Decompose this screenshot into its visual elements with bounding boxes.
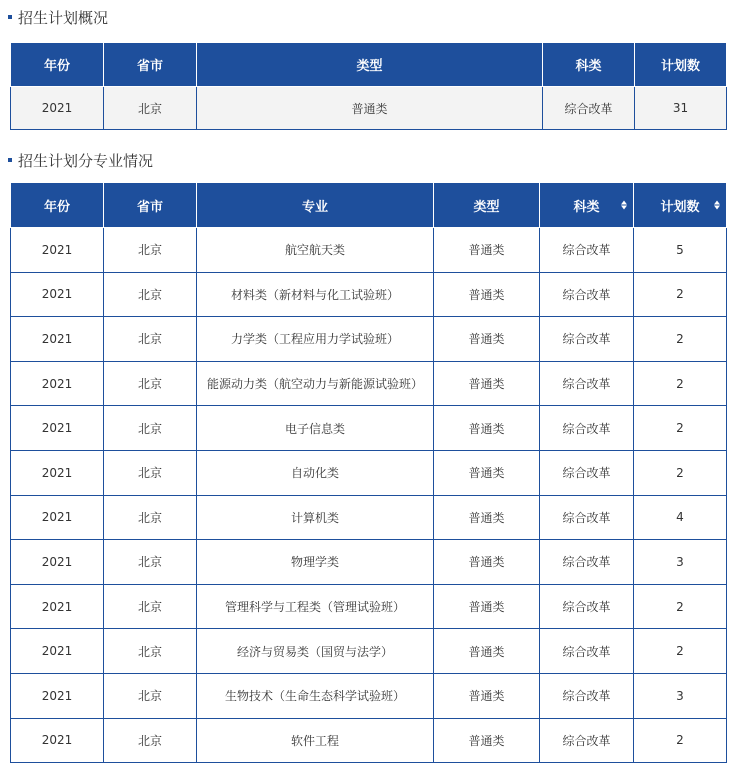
cell-plan-count: 2 (634, 584, 727, 629)
column-header-plan-count: 计划数 (635, 43, 727, 87)
cell-major: 材料类（新材料与化工试验班） (197, 272, 434, 317)
cell-year: 2021 (11, 228, 104, 273)
cell-year: 2021 (11, 629, 104, 674)
cell-category: 综合改革 (540, 317, 634, 362)
cell-province: 北京 (104, 228, 197, 273)
cell-category: 综合改革 (543, 87, 635, 130)
sort-icon[interactable] (621, 201, 627, 210)
table-row (11, 361, 727, 406)
cell-major: 生物技术（生命生态科学试验班） (197, 673, 434, 718)
cell-year: 2021 (11, 450, 104, 495)
cell-type: 普通类 (434, 406, 540, 451)
cell-plan-count: 2 (634, 718, 727, 763)
plan-by-major-table (10, 182, 727, 763)
cell-category: 综合改革 (540, 673, 634, 718)
table-row (11, 584, 727, 629)
cell-major: 电子信息类 (197, 406, 434, 451)
cell-type: 普通类 (434, 673, 540, 718)
cell-category: 综合改革 (540, 629, 634, 674)
cell-plan-count: 31 (635, 87, 727, 130)
table-row (11, 673, 727, 718)
table-row (11, 495, 727, 540)
section-title-text: 招生计划分专业情况 (18, 151, 154, 170)
plan-overview-table (10, 42, 727, 130)
cell-plan-count: 4 (634, 495, 727, 540)
cell-plan-count: 2 (634, 272, 727, 317)
table-row (11, 450, 727, 495)
table-row (11, 228, 727, 273)
cell-category: 综合改革 (540, 361, 634, 406)
column-header-province: 省市 (104, 183, 197, 228)
bullet-icon (8, 158, 12, 162)
cell-province: 北京 (104, 540, 197, 585)
cell-major: 航空航天类 (197, 228, 434, 273)
cell-year: 2021 (11, 584, 104, 629)
cell-province: 北京 (104, 406, 197, 451)
cell-category: 综合改革 (540, 228, 634, 273)
cell-type: 普通类 (434, 540, 540, 585)
cell-type: 普通类 (434, 584, 540, 629)
cell-plan-count: 2 (634, 629, 727, 674)
column-header-category-sortable[interactable] (540, 183, 634, 228)
table-row (11, 272, 727, 317)
cell-province: 北京 (104, 450, 197, 495)
cell-category: 综合改革 (540, 540, 634, 585)
section-title-plan-by-major (8, 150, 153, 170)
cell-type: 普通类 (434, 718, 540, 763)
table-header-row (11, 43, 727, 87)
column-header-plan-count-sortable[interactable] (634, 183, 727, 228)
cell-year: 2021 (11, 317, 104, 362)
table-header-row (11, 183, 727, 228)
table-row (11, 629, 727, 674)
cell-major: 软件工程 (197, 718, 434, 763)
cell-major: 自动化类 (197, 450, 434, 495)
cell-year: 2021 (11, 361, 104, 406)
section-title-text: 招生计划概况 (18, 8, 109, 27)
cell-province: 北京 (104, 361, 197, 406)
table-row (11, 718, 727, 763)
cell-type: 普通类 (434, 629, 540, 674)
column-header-year: 年份 (11, 183, 104, 228)
cell-year: 2021 (11, 272, 104, 317)
cell-province: 北京 (104, 87, 197, 130)
cell-year: 2021 (11, 406, 104, 451)
sort-icon[interactable] (714, 201, 720, 210)
cell-category: 综合改革 (540, 450, 634, 495)
section-title-plan-overview (8, 7, 108, 27)
cell-type: 普通类 (434, 317, 540, 362)
column-header-major: 专业 (197, 183, 434, 228)
cell-type: 普通类 (434, 450, 540, 495)
table-row (11, 406, 727, 451)
cell-plan-count: 5 (634, 228, 727, 273)
cell-province: 北京 (104, 317, 197, 362)
cell-major: 计算机类 (197, 495, 434, 540)
bullet-icon (8, 15, 12, 19)
cell-category: 综合改革 (540, 495, 634, 540)
cell-major: 力学类（工程应用力学试验班） (197, 317, 434, 362)
cell-plan-count: 2 (634, 317, 727, 362)
column-header-type: 类型 (434, 183, 540, 228)
cell-province: 北京 (104, 673, 197, 718)
cell-plan-count: 2 (634, 450, 727, 495)
cell-category: 综合改革 (540, 718, 634, 763)
cell-major: 物理学类 (197, 540, 434, 585)
cell-category: 综合改革 (540, 272, 634, 317)
cell-year: 2021 (11, 87, 104, 130)
cell-year: 2021 (11, 673, 104, 718)
table-row (11, 540, 727, 585)
cell-type: 普通类 (434, 361, 540, 406)
cell-type: 普通类 (434, 272, 540, 317)
column-header-plan-count: 计划数 (660, 199, 700, 215)
column-header-category: 科类 (573, 199, 600, 215)
cell-major: 经济与贸易类（国贸与法学） (197, 629, 434, 674)
cell-category: 综合改革 (540, 584, 634, 629)
cell-province: 北京 (104, 584, 197, 629)
cell-province: 北京 (104, 495, 197, 540)
cell-major: 管理科学与工程类（管理试验班） (197, 584, 434, 629)
cell-province: 北京 (104, 629, 197, 674)
cell-year: 2021 (11, 495, 104, 540)
cell-category: 综合改革 (540, 406, 634, 451)
cell-type: 普通类 (434, 495, 540, 540)
column-header-year: 年份 (11, 43, 104, 87)
cell-plan-count: 2 (634, 361, 727, 406)
column-header-category: 科类 (543, 43, 635, 87)
cell-province: 北京 (104, 272, 197, 317)
cell-province: 北京 (104, 718, 197, 763)
cell-type: 普通类 (197, 87, 543, 130)
cell-year: 2021 (11, 540, 104, 585)
cell-year: 2021 (11, 718, 104, 763)
cell-plan-count: 2 (634, 406, 727, 451)
table-row (11, 87, 727, 130)
cell-plan-count: 3 (634, 673, 727, 718)
column-header-province: 省市 (104, 43, 197, 87)
cell-major: 能源动力类（航空动力与新能源试验班） (197, 361, 434, 406)
cell-type: 普通类 (434, 228, 540, 273)
cell-plan-count: 3 (634, 540, 727, 585)
table-row (11, 317, 727, 362)
column-header-type: 类型 (197, 43, 543, 87)
